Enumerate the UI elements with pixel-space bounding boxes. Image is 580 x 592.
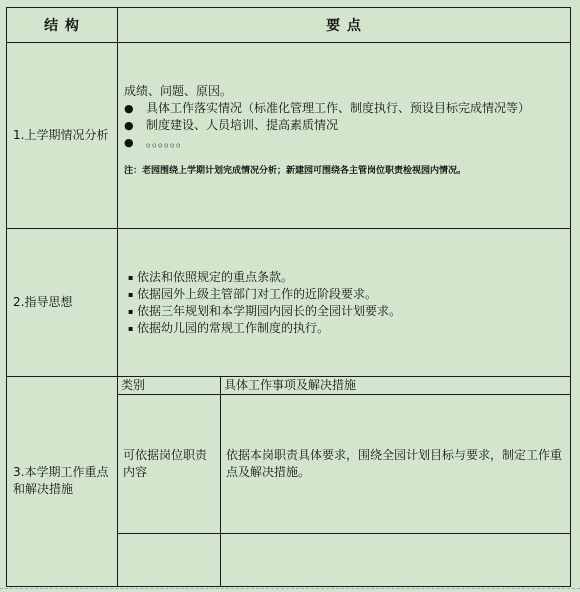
section2-item <box>128 269 560 286</box>
section2-item <box>128 303 560 320</box>
row-guiding-ideology <box>7 229 571 377</box>
bullet-dot-icon: ● <box>124 101 134 115</box>
section1-note: 注：老园围绕上学期计划完成情况分析；新建园可围绕各主管岗位职责检视园内情况。 <box>124 165 467 176</box>
section1-bullet <box>124 134 564 151</box>
section1-bullet-text: 具体工作落实情况（标准化管理工作、制度执行、预设目标完成情况等） <box>146 100 531 115</box>
section1-bullet <box>124 100 564 117</box>
subtable-cell-measures <box>221 534 571 586</box>
square-bullet-icon: ▪ <box>128 289 134 299</box>
row-last-term-analysis <box>7 43 571 229</box>
header-row <box>7 8 571 43</box>
section2-content <box>118 229 571 377</box>
section2-item-text: 依据园外上级主管部门对工作的近阶段要求。 <box>137 286 378 301</box>
section1-label: 1.上学期情况分析 <box>7 43 118 229</box>
square-bullet-icon: ▪ <box>128 272 134 282</box>
section3-label: 3.本学期工作重点和解决措施 <box>7 377 118 587</box>
bullet-dot-icon: ● <box>124 135 134 149</box>
section1-intro: 成绩、问题、原因。 <box>124 83 233 98</box>
section2-label: 2.指导思想 <box>7 229 118 377</box>
subtable-cell-category <box>118 534 221 586</box>
subtable-header-measures: 具体工作事项及解决措施 <box>221 377 571 395</box>
subtable-header-row <box>118 377 570 395</box>
square-bullet-icon: ▪ <box>128 306 134 316</box>
row-work-focus <box>7 377 571 587</box>
subtable-cell-measures: 依据本岗职责具体要求，围绕全园计划目标与要求，制定工作重点及解决措施。 <box>221 395 571 534</box>
bullet-dot-icon: ● <box>124 118 134 132</box>
page-bottom-divider <box>0 588 580 592</box>
subtable-header-category: 类别 <box>118 377 221 395</box>
header-structure: 结 构 <box>7 8 118 43</box>
subtable-row <box>118 534 570 586</box>
subtable-row <box>118 395 570 534</box>
plan-structure-table <box>6 7 571 587</box>
subtable-cell-category: 可依据岗位职责内容 <box>118 395 221 534</box>
section1-bullet-text: 制度建设、人员培训、提高素质情况 <box>146 117 339 132</box>
header-key-points: 要 点 <box>118 8 571 43</box>
section1-content <box>118 43 571 229</box>
section2-item-text: 依据幼儿园的常规工作制度的执行。 <box>137 320 330 335</box>
section1-bullet-text: 。。。。。。 <box>146 134 189 149</box>
work-focus-subtable <box>118 377 570 586</box>
section2-item <box>128 286 560 303</box>
section2-item-text: 依据三年规划和本学期园内园长的全园计划要求。 <box>137 303 402 318</box>
square-bullet-icon: ▪ <box>128 323 134 333</box>
section2-item-text: 依法和依照规定的重点条款。 <box>137 269 294 284</box>
section2-item <box>128 320 560 337</box>
section3-content <box>118 377 571 587</box>
section1-bullet <box>124 117 564 134</box>
